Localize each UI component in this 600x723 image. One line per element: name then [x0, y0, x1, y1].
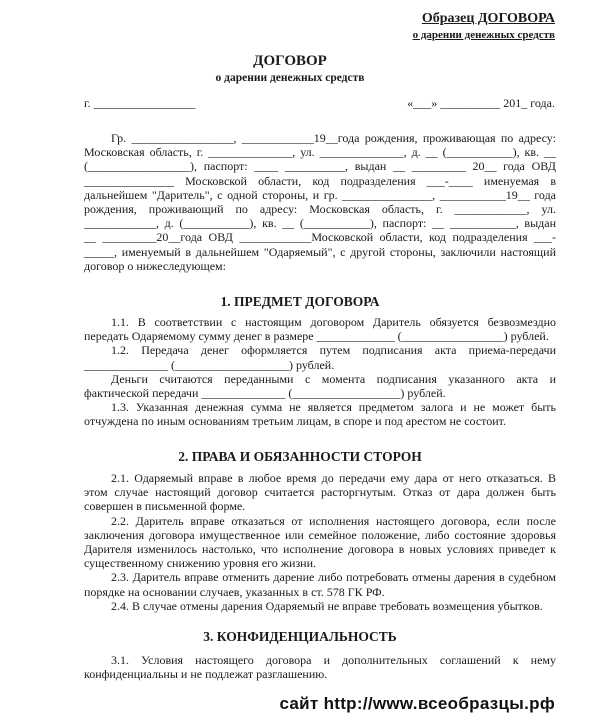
text-line: Деньги считаются переданными с момента подписания указанного акта и [111, 371, 556, 386]
text-line: 1.3. Указанная денежная сумма не является предметом залога и не может быть [111, 400, 556, 415]
sample-label: Образец ДОГОВОРА [421, 11, 555, 26]
date-field: «___» __________ 201_ года. [407, 96, 555, 110]
preamble-paragraph [84, 131, 556, 273]
document-subtitle: о дарении денежных средств [215, 72, 365, 84]
text-line: _____, именуемый в дальнейшем "Одаряемый", с другой стороны, заключили настоящий [84, 244, 556, 259]
text-line: этом случае настоящий договор считается расторгнутым. Отказ от дара должен быть [84, 485, 556, 500]
section-heading-3: 3. КОНФИДЕНЦИАЛЬНОСТЬ [203, 629, 397, 644]
section-heading-2: 2. ПРАВА И ОБЯЗАННОСТИ СТОРОН [178, 449, 422, 464]
document-title: ДОГОВОР [253, 53, 327, 69]
text-line: 2.3. Даритель вправе отменить дарение либо потребовать отмены дарения в судебном [111, 570, 556, 585]
text-line: конфиденциальны и не подлежат разглашению. [84, 667, 328, 682]
text-line: фактической передачи ______________ (__________________) рублей. [84, 385, 446, 400]
section-2-body [84, 471, 556, 613]
section-1-body [84, 315, 556, 429]
text-line: Дарителя изменилось настолько, что исполнение договора в новых условиях приведет к [84, 541, 556, 556]
website-watermark: сайт http://www.всеобразцы.рф [279, 694, 555, 713]
text-line: передать Одаряемому сумму денег в размере _____________ (_________________) рублей. [84, 329, 549, 344]
text-line: 1.1. В соответствии с настоящим договором Даритель обязуется безвозмездно [111, 315, 556, 329]
text-line: дальнейшем "Даритель", с одной стороны, и гр. _______________, ___________19__ года [84, 187, 556, 202]
text-line: совершен в письменной форме. [84, 499, 246, 514]
text-line: _______________ Московской области, код подразделения ___-____ именуемая в [84, 173, 556, 188]
text-line: 2.1. Одаряемый вправе в любое время до передачи ему дара от него отказаться. В [111, 471, 556, 485]
text-line: договор о нижеследующем: [84, 258, 226, 273]
text-line: 2.2. Даритель вправе отказаться от исполнения настоящего договора, если после [111, 513, 556, 528]
sample-sublabel: о дарении денежных средств [412, 29, 555, 41]
text-line: 3.1. Условия настоящего договора и дополнительных соглашений к нему [111, 653, 556, 667]
text-line: заключения договора имущественное или семейное положение, либо состояние здоровья [84, 527, 556, 542]
text-line: ____________, д. (___________), кв. __ (___________), паспорт: __ ___________, выдан [84, 216, 556, 231]
text-line: 1.2. Передача денег оформляется путем подписания акта приема-передачи [111, 343, 556, 358]
text-line: Московская область, г. ______________, ул. ______________, д. __ (___________), кв. __ [84, 145, 556, 160]
text-line: Гр. _________________, ____________19__года рождения, проживающая по адресу: [111, 131, 556, 145]
city-field: г. _________________ [84, 96, 196, 110]
section-heading-1: 1. ПРЕДМЕТ ДОГОВОРА [220, 294, 380, 309]
text-line: существенному снижению уровня его жизни. [84, 556, 317, 571]
text-line: рождения, проживающий по адресу: Московская область, г. ____________, ул. [84, 201, 556, 216]
section-3-body [84, 653, 556, 681]
text-line: отчуждена по иным основаниям третьим лицам, в споре и под арестом не состоит. [84, 414, 507, 429]
text-line: порядке на основании случаев, указанных в ст. 578 ГК РФ. [84, 584, 385, 599]
text-line: __ _________20__года ОВД ____________Московской области, код подразделения ___- [84, 230, 556, 245]
text-line: (_________________), паспорт: ____ __________, выдан __ _________ 20__ года ОВД [84, 159, 556, 174]
text-line: 2.4. В случае отмены дарения Одаряемый не вправе требовать возмещения убытков. [111, 598, 543, 613]
text-line: ______________ (___________________) рублей. [84, 357, 335, 372]
